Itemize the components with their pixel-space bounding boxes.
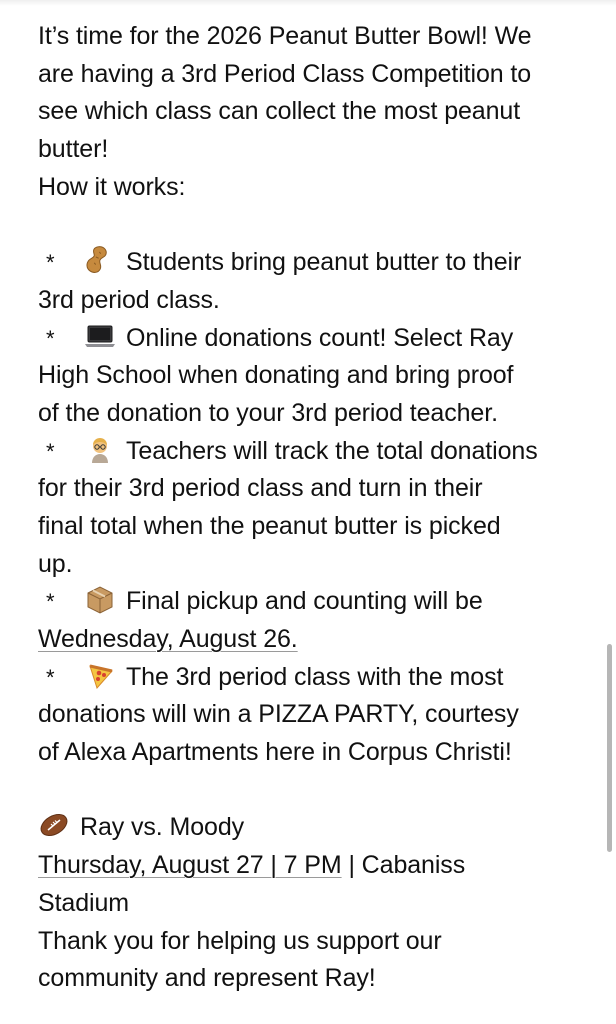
- top-edge-shadow: [0, 0, 616, 6]
- list-item: [38, 320, 586, 358]
- list-item: [38, 244, 586, 282]
- list-item-text: of the donation to your 3rd period teacher.: [38, 398, 498, 427]
- game-details: [38, 847, 586, 885]
- spacer: [38, 206, 586, 244]
- intro-line: butter!: [38, 135, 109, 164]
- how-it-works-heading: How it works:: [38, 172, 186, 201]
- pickup-date-link[interactable]: Wednesday, August 26.: [38, 625, 298, 653]
- game-title: Ray vs. Moody: [80, 813, 245, 842]
- spacer: [38, 772, 586, 810]
- closing-line: community and represent Ray!: [38, 964, 376, 993]
- message-body: [38, 18, 586, 998]
- bullet-marker: *: [46, 664, 55, 690]
- teacher-icon: [84, 434, 116, 464]
- game-title-line: [38, 809, 586, 847]
- list-item-text: final total when the peanut butter is picked: [38, 511, 501, 540]
- bullet-marker: *: [46, 589, 55, 615]
- intro-line: It’s time for the 2026 Peanut Butter Bowl! We: [38, 22, 532, 50]
- list-item: [38, 433, 586, 471]
- game-venue: Stadium: [38, 888, 130, 917]
- list-item-text: Online donations count! Select Ray: [126, 323, 514, 352]
- bullet-marker: *: [46, 325, 55, 351]
- scrollbar[interactable]: [607, 644, 612, 852]
- closing-line: Thank you for helping us support our: [38, 926, 442, 955]
- intro-line: are having a 3rd Period Class Competition to: [38, 59, 532, 88]
- bullet-marker: *: [46, 250, 55, 276]
- list-item-text: [38, 621, 586, 659]
- list-item-text: 3rd period class.: [38, 285, 220, 314]
- list-item-text: donations will win a PIZZA PARTY, courtesy: [38, 700, 519, 729]
- list-item: [38, 659, 586, 697]
- game-venue: | Cabaniss: [341, 851, 466, 880]
- list-item-text: Teachers will track the total donations: [126, 436, 538, 465]
- list-item: [38, 583, 586, 621]
- list-item-text: The 3rd period class with the most: [126, 662, 504, 691]
- laptop-icon: [84, 321, 116, 351]
- football-icon: [38, 810, 70, 840]
- list-item-text: up.: [38, 549, 73, 578]
- peanut-icon: [84, 245, 116, 275]
- list-item-text: Final pickup and counting will be: [126, 587, 483, 616]
- list-item-text: Students bring peanut butter to their: [126, 248, 522, 277]
- list-item-text: of Alexa Apartments here in Corpus Christi!: [38, 738, 512, 767]
- bullet-marker: *: [46, 438, 55, 464]
- pizza-icon: [84, 660, 116, 690]
- list-item-text: for their 3rd period class and turn in their: [38, 474, 483, 503]
- intro-line: see which class can collect the most peanut: [38, 97, 521, 126]
- list-item-text: High School when donating and bring proof: [38, 361, 514, 390]
- game-date-link[interactable]: Thursday, August 27 | 7 PM: [38, 851, 342, 880]
- package-icon: [84, 584, 116, 614]
